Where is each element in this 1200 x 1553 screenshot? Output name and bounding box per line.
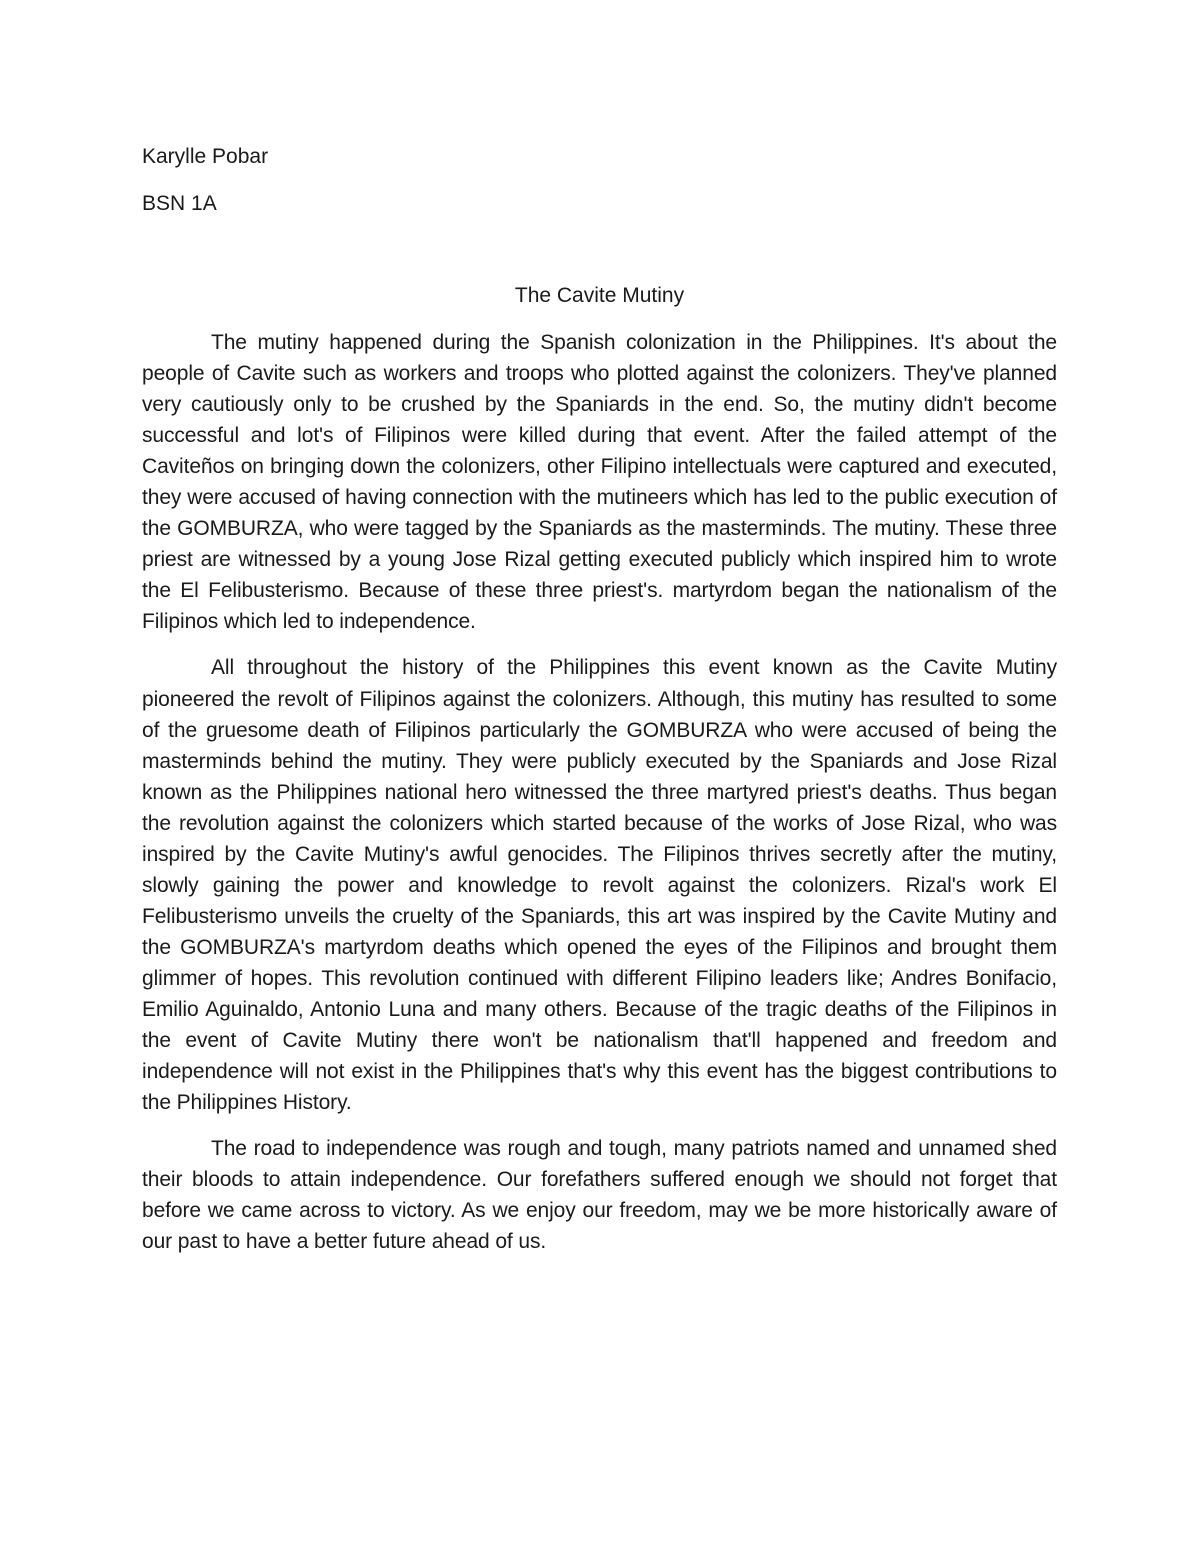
paragraph-1: The mutiny happened during the Spanish colonization in the Philippines. It's about the people of Cavite such as workers and troops who plotted against the colonizers. They've planned very cautiously only to be crushed by the Spaniards in the end. So, the mutiny didn't become successful and lot's of Filipinos were killed during that event. After the failed attempt of the Caviteños on bringing down the colonizers, other Filipino intellectuals were captured and executed, they were accused of having connection with the mutineers which has led to the public execution of the GOMBURZA, who were tagged by the Spaniards as the masterminds. The mutiny. These three priest are witnessed by a young Jose Rizal getting executed publicly which inspired him to wrote the El Felibusterismo. Because of these three priest's. martyrdom began the nationalism of the Filipinos which led to independence. (142, 331, 1057, 634)
document-title: The Cavite Mutiny (514, 284, 685, 307)
paragraph-2: All throughout the history of the Philippines this event known as the Cavite Mutiny pioneered the revolt of Filipinos against the colonizers. Although, this mutiny has resulted to some of the gruesome death of Filipinos particularly the GOMBURZA who were accused of being the masterminds behind the mutiny. They were publicly executed by the Spaniards and Jose Rizal known as the Philippines national hero witnessed the three martyred priest's deaths. Thus began the revolution against the colonizers which started because of the works of Jose Rizal, who was inspired by the Cavite Mutiny's awful genocides. The Filipinos thrives secretly after the mutiny, slowly gaining the power and knowledge to revolt against the colonizers. Rizal's work El Felibusterismo unveils the cruelty of the Spaniards, this art was inspired by the Cavite Mutiny and the GOMBURZA's martyrdom deaths which opened the eyes of the Filipinos and brought them glimmer of hopes. This revolution continued with different Filipino leaders like; Andres Bonifacio, Emilio Aguinaldo, Antonio Luna and many others. Because of the tragic deaths of the Filipinos in the event of Cavite Mutiny there won't be nationalism that'll happened and freedom and independence will not exist in the Philippines that's why this event has the biggest contributions to the Philippines History. (142, 656, 1057, 1115)
author-name: Karylle Pobar (142, 145, 269, 168)
paragraph-3: The road to independence was rough and tough, many patriots named and unnamed shed their bloods to attain independence. Our forefathers suffered enough we should not forget that before we came across to victory. As we enjoy our freedom, may we be more historically aware of our past to have a better future ahead of us. (142, 1137, 1057, 1254)
class-section: BSN 1A (142, 192, 217, 215)
document-body (142, 327, 1057, 1272)
